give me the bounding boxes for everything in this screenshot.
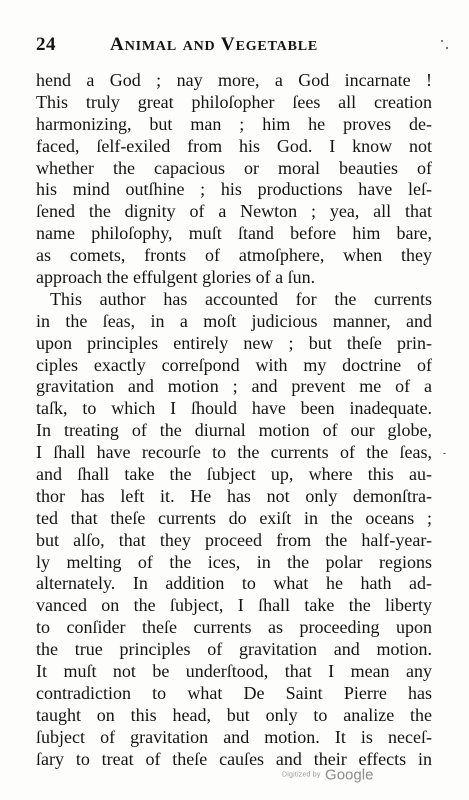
ink-speck — [443, 453, 446, 454]
running-head-initial-2: V — [220, 34, 236, 55]
running-head-rest-2: EGETABLE — [235, 39, 318, 54]
text-line: ſubject of gravitation and motion. It is neceſ- — [36, 726, 432, 747]
text-line: ciples exactly correſpond with my doctrine of — [36, 354, 432, 375]
text-line: alternately. In addition to what he hath ad- — [36, 573, 432, 594]
ink-speck — [441, 40, 443, 42]
text-line: ted that theſe currents do exiſt in the oceans ; — [36, 507, 432, 528]
text-line: ſened the dignity of a Newton ; yea, all that — [36, 201, 432, 222]
page-header — [36, 34, 436, 60]
text-line: gravitation and motion ; and prevent me of a — [36, 376, 432, 397]
ink-speck — [446, 47, 448, 49]
text-line: approach the effulgent glories of a ſun. — [36, 267, 316, 288]
watermark-prefix: Digitized by — [282, 771, 321, 779]
text-line: faced, ſelf-exiled from his God. I know not — [36, 135, 432, 156]
text-line: as comets, fronts of atmoſphere, when they — [36, 245, 432, 266]
text-line: in the ſeas, in a moſt judicious manner, and — [36, 310, 432, 331]
text-line: ſary to treat of theſe cauſes and their effects in — [36, 748, 432, 769]
text-line: It muſt not be underſtood, that I mean any — [36, 661, 432, 682]
text-line: to conſider theſe currents as proceeding upon — [36, 617, 432, 638]
text-line: name philoſophy, muſt ſtand before him bare, — [36, 223, 432, 244]
text-line: thor has left it. He has not only demonſtra- — [36, 485, 432, 506]
running-head — [110, 34, 318, 56]
text-line: the true principles of gravitation and motion. — [36, 639, 432, 660]
page-number: 24 — [36, 34, 56, 55]
text-line: his mind outſhine ; his productions have leſ- — [36, 179, 432, 200]
text-line: ly melting of the ices, in the polar regions — [36, 551, 432, 572]
text-line: In treating of the diurnal motion of our globe, — [36, 420, 432, 441]
google-logo: Google — [325, 766, 374, 784]
running-head-initial-1: A — [110, 34, 125, 55]
text-line: harmonizing, but man ; him he proves de- — [36, 113, 432, 134]
text-line: This author has accounted for the currents — [50, 288, 432, 309]
text-line: hend a God ; nay more, a God incarnate ! — [36, 70, 432, 90]
text-line: whether the capacious or moral beauties of — [36, 157, 432, 178]
text-line: upon principles entirely new ; but theſe prin- — [36, 332, 432, 353]
text-line: but alſo, that they proceed from the half-year- — [36, 529, 432, 550]
text-line: This truly great philoſopher ſees all creation — [36, 91, 432, 112]
text-line: contradiction to what De Saint Pierre has — [36, 682, 432, 703]
body-text — [36, 70, 432, 771]
text-line: I ſhall have recourſe to the currents of the ſeas, — [36, 442, 432, 463]
running-head-rest-1: NIMAL — [124, 39, 177, 54]
digitized-watermark — [282, 766, 373, 784]
text-line: taught on this head, but only to analize the — [36, 704, 432, 725]
text-line: vanced on the ſubject, I ſhall take the liberty — [36, 595, 432, 616]
running-head-and: AND — [182, 39, 216, 54]
text-line: taſk, to which I ſhould have been inadequate. — [36, 398, 432, 419]
text-line: and ſhall take the ſubject up, where this au- — [36, 464, 432, 485]
